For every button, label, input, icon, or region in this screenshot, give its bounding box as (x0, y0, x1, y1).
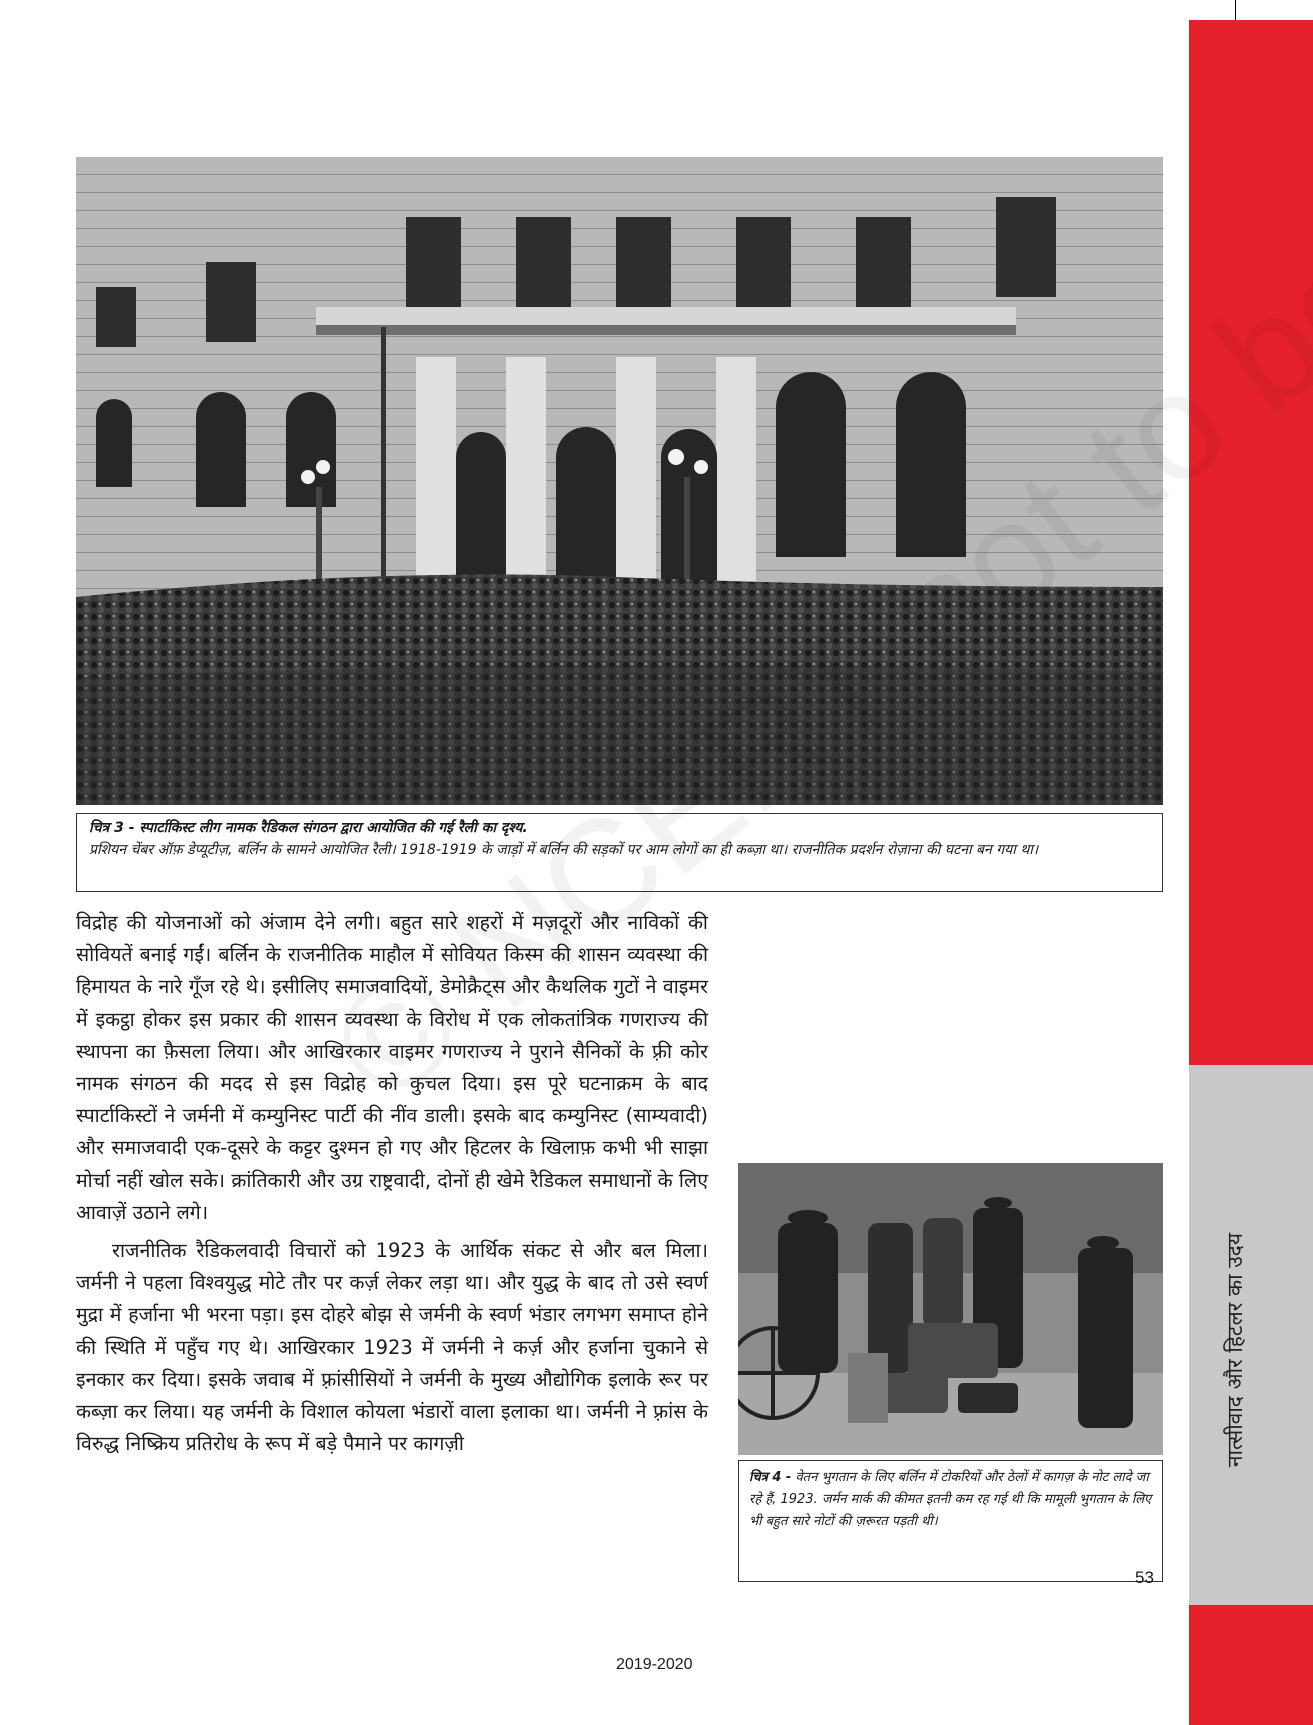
page-number: 53 (1135, 1568, 1154, 1587)
crop-mark-top (1235, 0, 1236, 20)
figure-4-photo (738, 1163, 1163, 1455)
watermark: © NCERT not to be (301, 208, 1313, 1134)
figure-4-caption-body: वेतन भुगतान के लिए बर्लिन में टोकरियों और ठेलों में कागज़ के नोट लादे जा रहे हैं, 1923. जर्मन मार्क की कीमत इतनी कम रह गई थी कि मामूली भुगतान के लिए भी बहुत सारे नोटों की ज़रूरत पड़ती थी। (749, 1470, 1152, 1529)
sidebar-red-band-bottom (1189, 1605, 1313, 1725)
chapter-title-text: नात्सीवाद और हिटलर का उदय (1223, 1232, 1247, 1468)
sidebar-gray-band (1189, 1065, 1313, 1605)
figure-4-caption-title: चित्र 4 - (749, 1470, 792, 1485)
figure-4-image (738, 1163, 1163, 1455)
body-paragraph-2: राजनीतिक रैडिकलवादी विचारों को 1923 के आर्थिक संकट से और बल मिला। जर्मनी ने पहला विश्वयुद्ध मोटे तौर पर कर्ज़ लेकर लड़ा था। और युद्ध के बाद तो उसे स्वर्ण मुद्रा में हर्जाना भी भरना पड़ा। इस दोहरे बोझ से जर्मनी के स्वर्ण भंडार लगभग समाप्त होने की स्थिति में पहुँच गए थे। आखिरकार 1923 में जर्मनी ने कर्ज़ और हर्जाना चुकाने से इनकार कर दिया। इसके जवाब में फ़्रांसीसियों ने जर्मनी के मुख्य औद्योगिक इलाके रूर पर कब्ज़ा कर लिया। यह जर्मनी के विशाल कोयला भंडारों वाला इलाका था। जर्मनी ने फ़्रांस के विरुद्ध निष्क्रिय प्रतिरोध के रूप में बड़े पैमाने पर कागज़ी (76, 1239, 708, 1456)
figure-3-caption-title: चित्र 3 - स्पार्टाकिस्ट लीग नामक रैडिकल संगठन द्वारा आयोजित की गई रैली का दृश्य. (89, 820, 528, 836)
sidebar-red-band-top (1189, 20, 1313, 1065)
edition-year: 2019-2020 (616, 1656, 693, 1673)
figure-3-caption-body: प्रशियन चेंबर ऑफ़ डेप्यूटीज़, बर्लिन के सामने आयोजित रैली। 1918-1919 के जाड़ों में बर्लिन की सड़कों पर आम लोगों का ही कब्ज़ा था। राजनीतिक प्रदर्शन रोज़ाना की घटना बन गया था। (89, 842, 1039, 858)
body-paragraph-1: विद्रोह की योजनाओं को अंजाम देने लगी। बहुत सारे शहरों में मज़दूरों और नाविकों की सोवियतें बनाई गईं। बर्लिन के राजनीतिक माहौल में सोवियत किस्म की शासन व्यवस्था की हिमायत के नारे गूँज रहे थे। इसीलिए समाजवादियों, डेमोक्रैट्स और कैथलिक गुटों ने वाइमर में इकट्ठा होकर इस प्रकार की शासन व्यवस्था के विरोध में एक लोकतांत्रिक गणराज्य की स्थापना का फ़ैसला लिया। और आखिरकार वाइमर गणराज्य ने पुराने सैनिकों के फ़्री कोर नामक संगठन की मदद से इस विद्रोह को कुचल दिया। इस पूरे घटनाक्रम के बाद स्पार्टाकिस्टों ने जर्मनी में कम्युनिस्ट पार्टी की नींव डाली। इसके बाद कम्युनिस्ट (साम्यवादी) और समाजवादी एक-दूसरे के कट्टर दुश्मन हो गए और हिटलर के खिलाफ़ कभी भी साझा मोर्चा नहीं खोल सके। क्रांतिकारी और उग्र राष्ट्रवादी, दोनों ही खेमे रैडिकल समाधानों के लिए आवाज़ें उठाने लगे। (76, 911, 708, 1224)
figure-4-caption (738, 1460, 1163, 1582)
